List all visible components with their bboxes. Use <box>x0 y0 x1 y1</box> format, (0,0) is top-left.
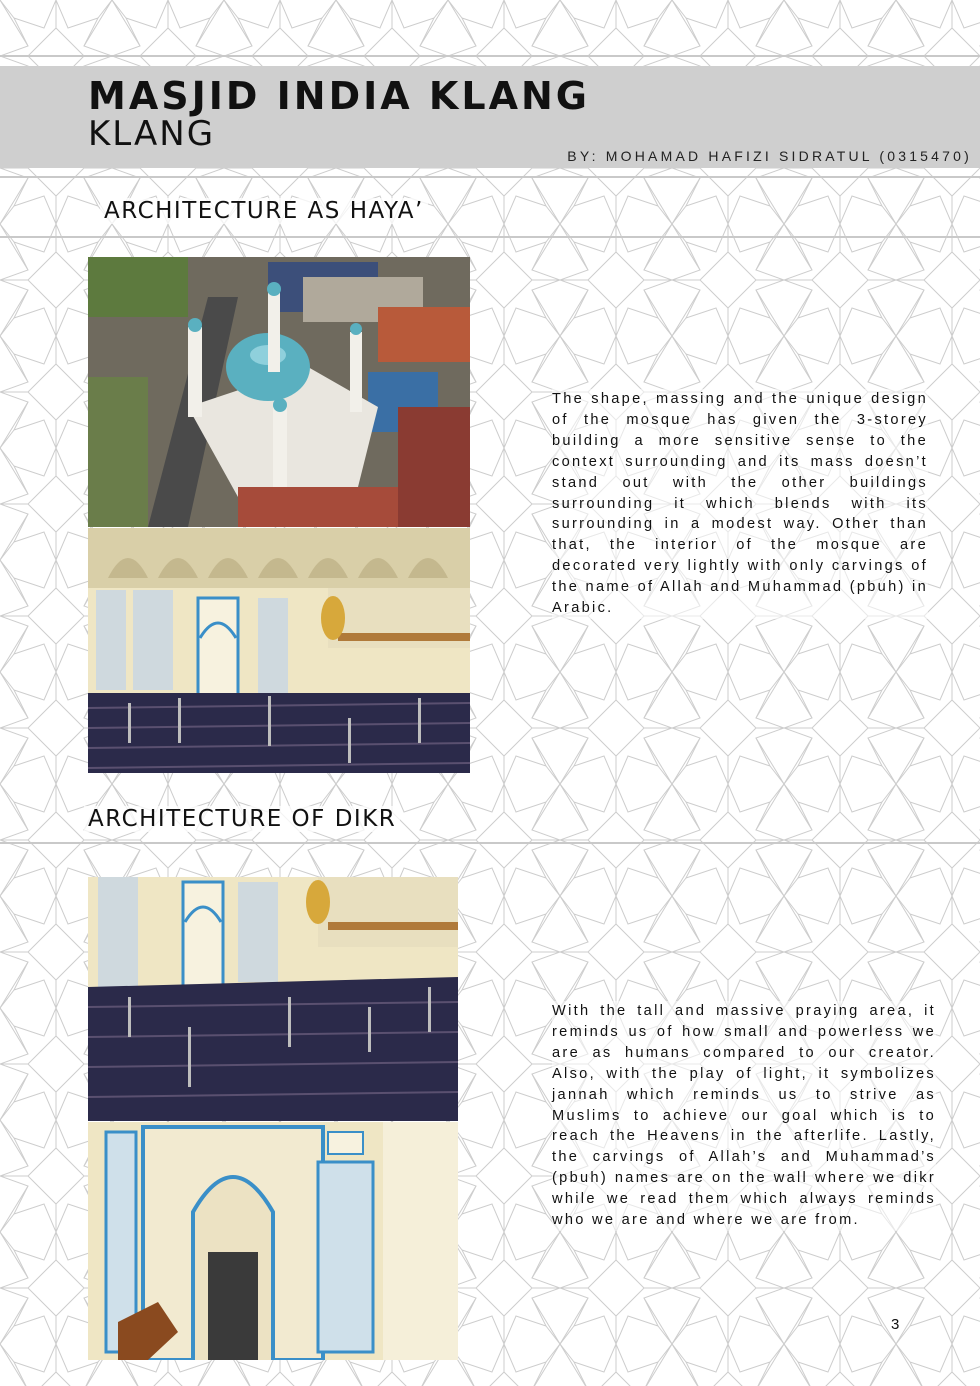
prayer-hall-photo <box>88 877 458 1121</box>
divider-line <box>0 55 980 57</box>
section-heading-haya: ARCHITECTURE AS HAYA’ <box>100 198 428 224</box>
page-subtitle: KLANG <box>88 114 216 154</box>
page-title: MASJID INDIA KLANG <box>88 74 590 118</box>
section-heading-dikr: ARCHITECTURE OF DIKR <box>84 806 400 832</box>
mihrab-photo <box>88 1122 458 1360</box>
aerial-mosque-photo <box>88 257 470 527</box>
divider-line <box>0 842 980 844</box>
author-credit: BY: MOHAMAD HAFIZI SIDRATUL (0315470) <box>567 148 972 164</box>
divider-line <box>0 236 980 238</box>
page-number: 3 <box>891 1316 900 1333</box>
section-body-dikr: With the tall and massive praying area, it reminds us of how small and powerless we are as humans compared to our creator. Also, with the play of light, it symbolizes jannah which reminds us to strive as Muslims to achieve our goal which is to reach the Heavens in the afterlife. Lastly, the carvings of Allah’s and Muhammad’s (pbuh) names are on the wall where we dikr while we read them which always reminds who we are and where we are from. <box>552 1001 936 1231</box>
divider-line <box>0 176 980 178</box>
interior-prayer-hall-photo <box>88 528 470 773</box>
section-body-haya: The shape, massing and the unique design of the mosque has given the 3-storey building a more sensitive sense to the context surrounding and its mass doesn’t stand out with the other buildings surrounding it which blends with its surrounding in a modest way. Other than that, the interior of the mosque are decorated very lightly with only carvings of the name of Allah and Muhammad (pbuh) in Arabic. <box>552 389 928 619</box>
